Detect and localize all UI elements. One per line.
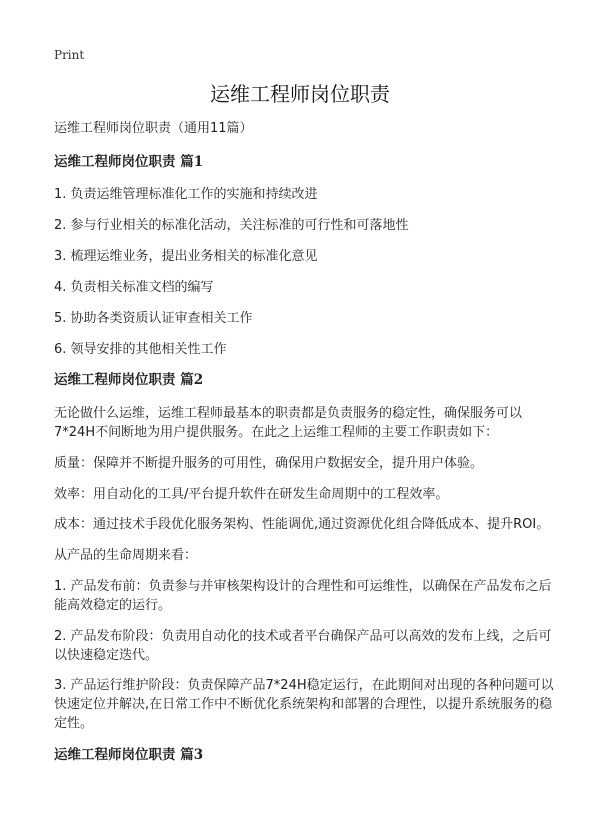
- list-item: 3. 梳理运维业务，提出业务相关的标准化意见: [54, 249, 318, 265]
- section-title: 运维工程师岗位职责 篇3: [54, 747, 204, 763]
- paragraph: 2. 产品发布阶段：负责用自动化的技术或者平台确保产品可以高效的发布上线，之后可以快速稳定迭代。: [54, 628, 552, 663]
- paragraph: 效率：用自动化的工具/平台提升软件在研发生命周期中的工程效率。: [54, 486, 449, 502]
- list-item: 5. 协助各类资质认证审查相关工作: [54, 310, 253, 326]
- page-title: 运维工程师岗位职责: [210, 82, 390, 106]
- section-title: 运维工程师岗位职责 篇2: [54, 372, 204, 389]
- paragraph: 无论做什么运维，运维工程师最基本的职责都是负责服务的稳定性，确保服务可以7*24H不间断地为用户提供服务。在此之上运维工程师的主要工作职责如下：: [54, 406, 523, 440]
- list-item: 4. 负责相关标准文档的编写: [54, 279, 214, 295]
- paragraph: 质量：保障并不断提升服务的可用性，确保用户数据安全，提升用户体验。: [54, 455, 484, 471]
- document-subtitle: 运维工程师岗位职责（通用11篇）: [54, 121, 253, 136]
- list-item: 6. 领导安排的其他相关性工作: [54, 341, 227, 357]
- paragraph: 3. 产品运行维护阶段：负责保障产品7*24H稳定运行，在此期间对出现的各种问题可以快速定位并解决,在日常工作中不断优化系统架构和部署的合理性，以提升系统服务的稳定性。: [54, 678, 554, 732]
- paragraph: 成本：通过技术手段优化服务架构、性能调优,通过资源优化组合降低成本、提升ROI。: [54, 517, 550, 533]
- document-body: [54, 120, 554, 780]
- paragraph: 从产品的生命周期来看：: [54, 548, 198, 564]
- paragraph: 1. 产品发布前：负责参与并审核架构设计的合理性和可运维性，以确保在产品发布之后能高效稳定的运行。: [54, 579, 552, 613]
- section-title: 运维工程师岗位职责 篇1: [54, 153, 204, 170]
- list-item: 2. 参与行业相关的标准化活动，关注标准的可行性和可落地性: [54, 218, 409, 234]
- print-label: Print: [54, 48, 85, 62]
- list-item: 1. 负责运维管理标准化工作的实施和持续改进: [54, 187, 318, 203]
